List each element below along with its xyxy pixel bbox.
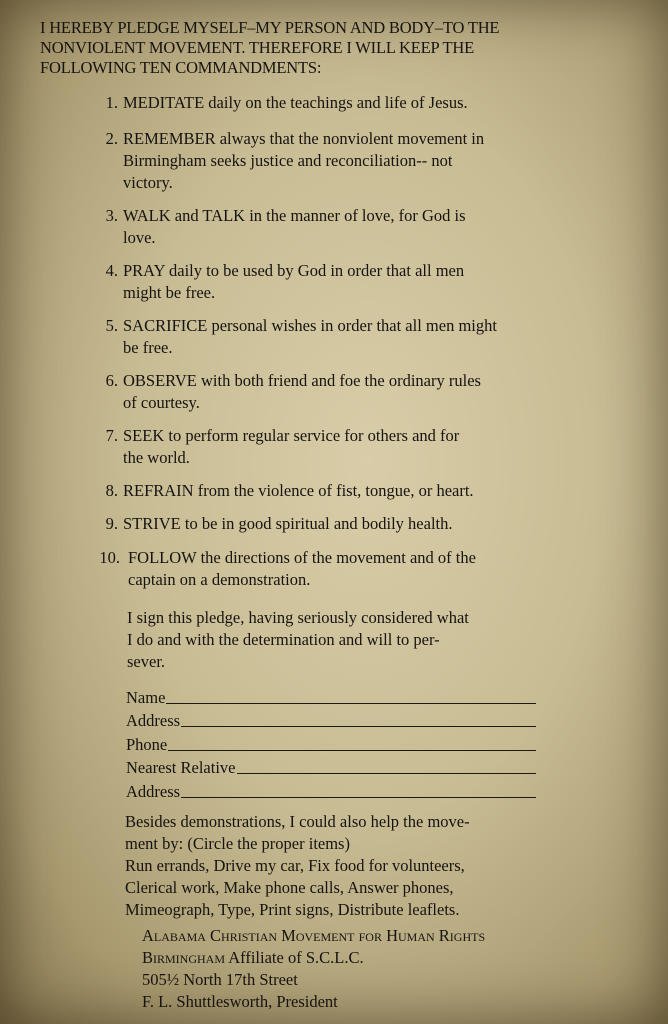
commandment-text: be free. [123, 338, 173, 357]
field-label: Nearest Relative [126, 758, 236, 777]
commandment-text: SACRIFICE personal wishes in order that all men might [123, 316, 497, 335]
commandment-text: MEDITATE daily on the teachings and life of Jesus. [123, 93, 468, 112]
signup-form [126, 684, 536, 802]
address-field[interactable] [126, 708, 536, 732]
commandment-2 [92, 128, 562, 194]
commandment-3 [92, 205, 562, 249]
relative-address-field[interactable] [126, 778, 536, 802]
field-label: Address [126, 711, 181, 730]
blank-line[interactable] [168, 749, 536, 751]
commandment-number: 6. [105, 371, 118, 390]
commandment-5 [92, 315, 562, 359]
commandment-text: STRIVE to be in good spiritual and bodily health. [123, 514, 453, 533]
commandment-text: captain on a demonstration. [128, 570, 311, 589]
pledge-heading [40, 18, 640, 78]
commandment-text: OBSERVE with both friend and foe the ordinary rules [123, 371, 481, 390]
commandment-number: 9. [105, 514, 118, 533]
nearest-relative-field[interactable] [126, 755, 536, 779]
commandment-text: victory. [123, 173, 173, 192]
help-line: Clerical work, Make phone calls, Answer phones, [125, 878, 454, 897]
signing-statement [127, 607, 469, 673]
name-field[interactable] [126, 684, 536, 708]
blank-line[interactable] [237, 772, 537, 774]
help-line: Besides demonstrations, I could also help the move- [125, 812, 470, 831]
commandment-9 [92, 513, 562, 535]
commandment-text: SEEK to perform regular service for others and for [123, 426, 460, 445]
organization-address: 505½ North 17th Street [142, 970, 298, 989]
organization-name: Alabama Christian Movement for Human Rights [142, 926, 486, 945]
affiliate-city: Birmingham [142, 948, 226, 967]
commandment-text: love. [123, 228, 156, 247]
affiliate-text: Affiliate of S.C.L.C. [225, 948, 364, 967]
help-line: Mimeograph, Type, Print signs, Distribute leaflets. [125, 900, 460, 919]
blank-line[interactable] [181, 796, 536, 798]
commandment-number: 5. [105, 316, 118, 335]
commandment-number: 7. [105, 426, 118, 445]
field-label: Phone [126, 734, 168, 754]
field-label: Address [126, 781, 181, 801]
signing-statement-line: sever. [127, 652, 166, 671]
commandment-text: might be free. [123, 283, 216, 302]
commandment-1 [92, 92, 562, 114]
phone-field[interactable] [126, 731, 536, 755]
pledge-heading-line: NONVIOLENT MOVEMENT. THEREFORE I WILL KEEP THE [40, 38, 474, 57]
commandment-text: Birmingham seeks justice and reconciliation-- not [123, 151, 453, 170]
commandment-8 [92, 480, 562, 502]
signing-statement-line: I sign this pledge, having seriously considered what [127, 608, 469, 627]
organization-block [142, 925, 485, 1013]
pledge-heading-line: FOLLOWING TEN COMMANDMENTS: [40, 58, 322, 77]
commandment-4 [92, 260, 562, 304]
commandment-text: of courtesy. [123, 393, 200, 412]
volunteer-help-section [125, 811, 470, 921]
commandment-number: 8. [105, 481, 118, 500]
help-line: ment by: (Circle the proper items) [125, 834, 350, 853]
commandment-text: PRAY daily to be used by God in order that all men [123, 261, 465, 280]
organization-president: F. L. Shuttlesworth, President [142, 992, 338, 1011]
pledge-heading-line: I HEREBY PLEDGE MYSELF–MY PERSON AND BODY–TO THE [40, 18, 500, 37]
commandment-number: 4. [105, 261, 118, 280]
blank-line[interactable] [166, 702, 536, 704]
field-label: Name [126, 687, 166, 707]
commandment-10 [92, 547, 562, 591]
blank-line[interactable] [181, 725, 536, 727]
help-line: Run errands, Drive my car, Fix food for volunteers, [125, 856, 465, 875]
commandment-number: 10. [99, 548, 120, 567]
commandment-text: FOLLOW the directions of the movement and of the [128, 548, 476, 567]
signing-statement-line: I do and with the determination and will to per- [127, 630, 440, 649]
commandment-number: 1. [105, 93, 118, 112]
commandment-text: WALK and TALK in the manner of love, for God is [123, 206, 466, 225]
commandment-text: the world. [123, 448, 190, 467]
commandment-text: REFRAIN from the violence of fist, tongue, or heart. [123, 481, 474, 500]
commandment-number: 3. [105, 206, 118, 225]
commandment-7 [92, 425, 562, 469]
affiliate-line [142, 947, 485, 969]
commandment-text: REMEMBER always that the nonviolent movement in [123, 129, 485, 148]
commandment-number: 2. [105, 129, 118, 148]
commandment-6 [92, 370, 562, 414]
